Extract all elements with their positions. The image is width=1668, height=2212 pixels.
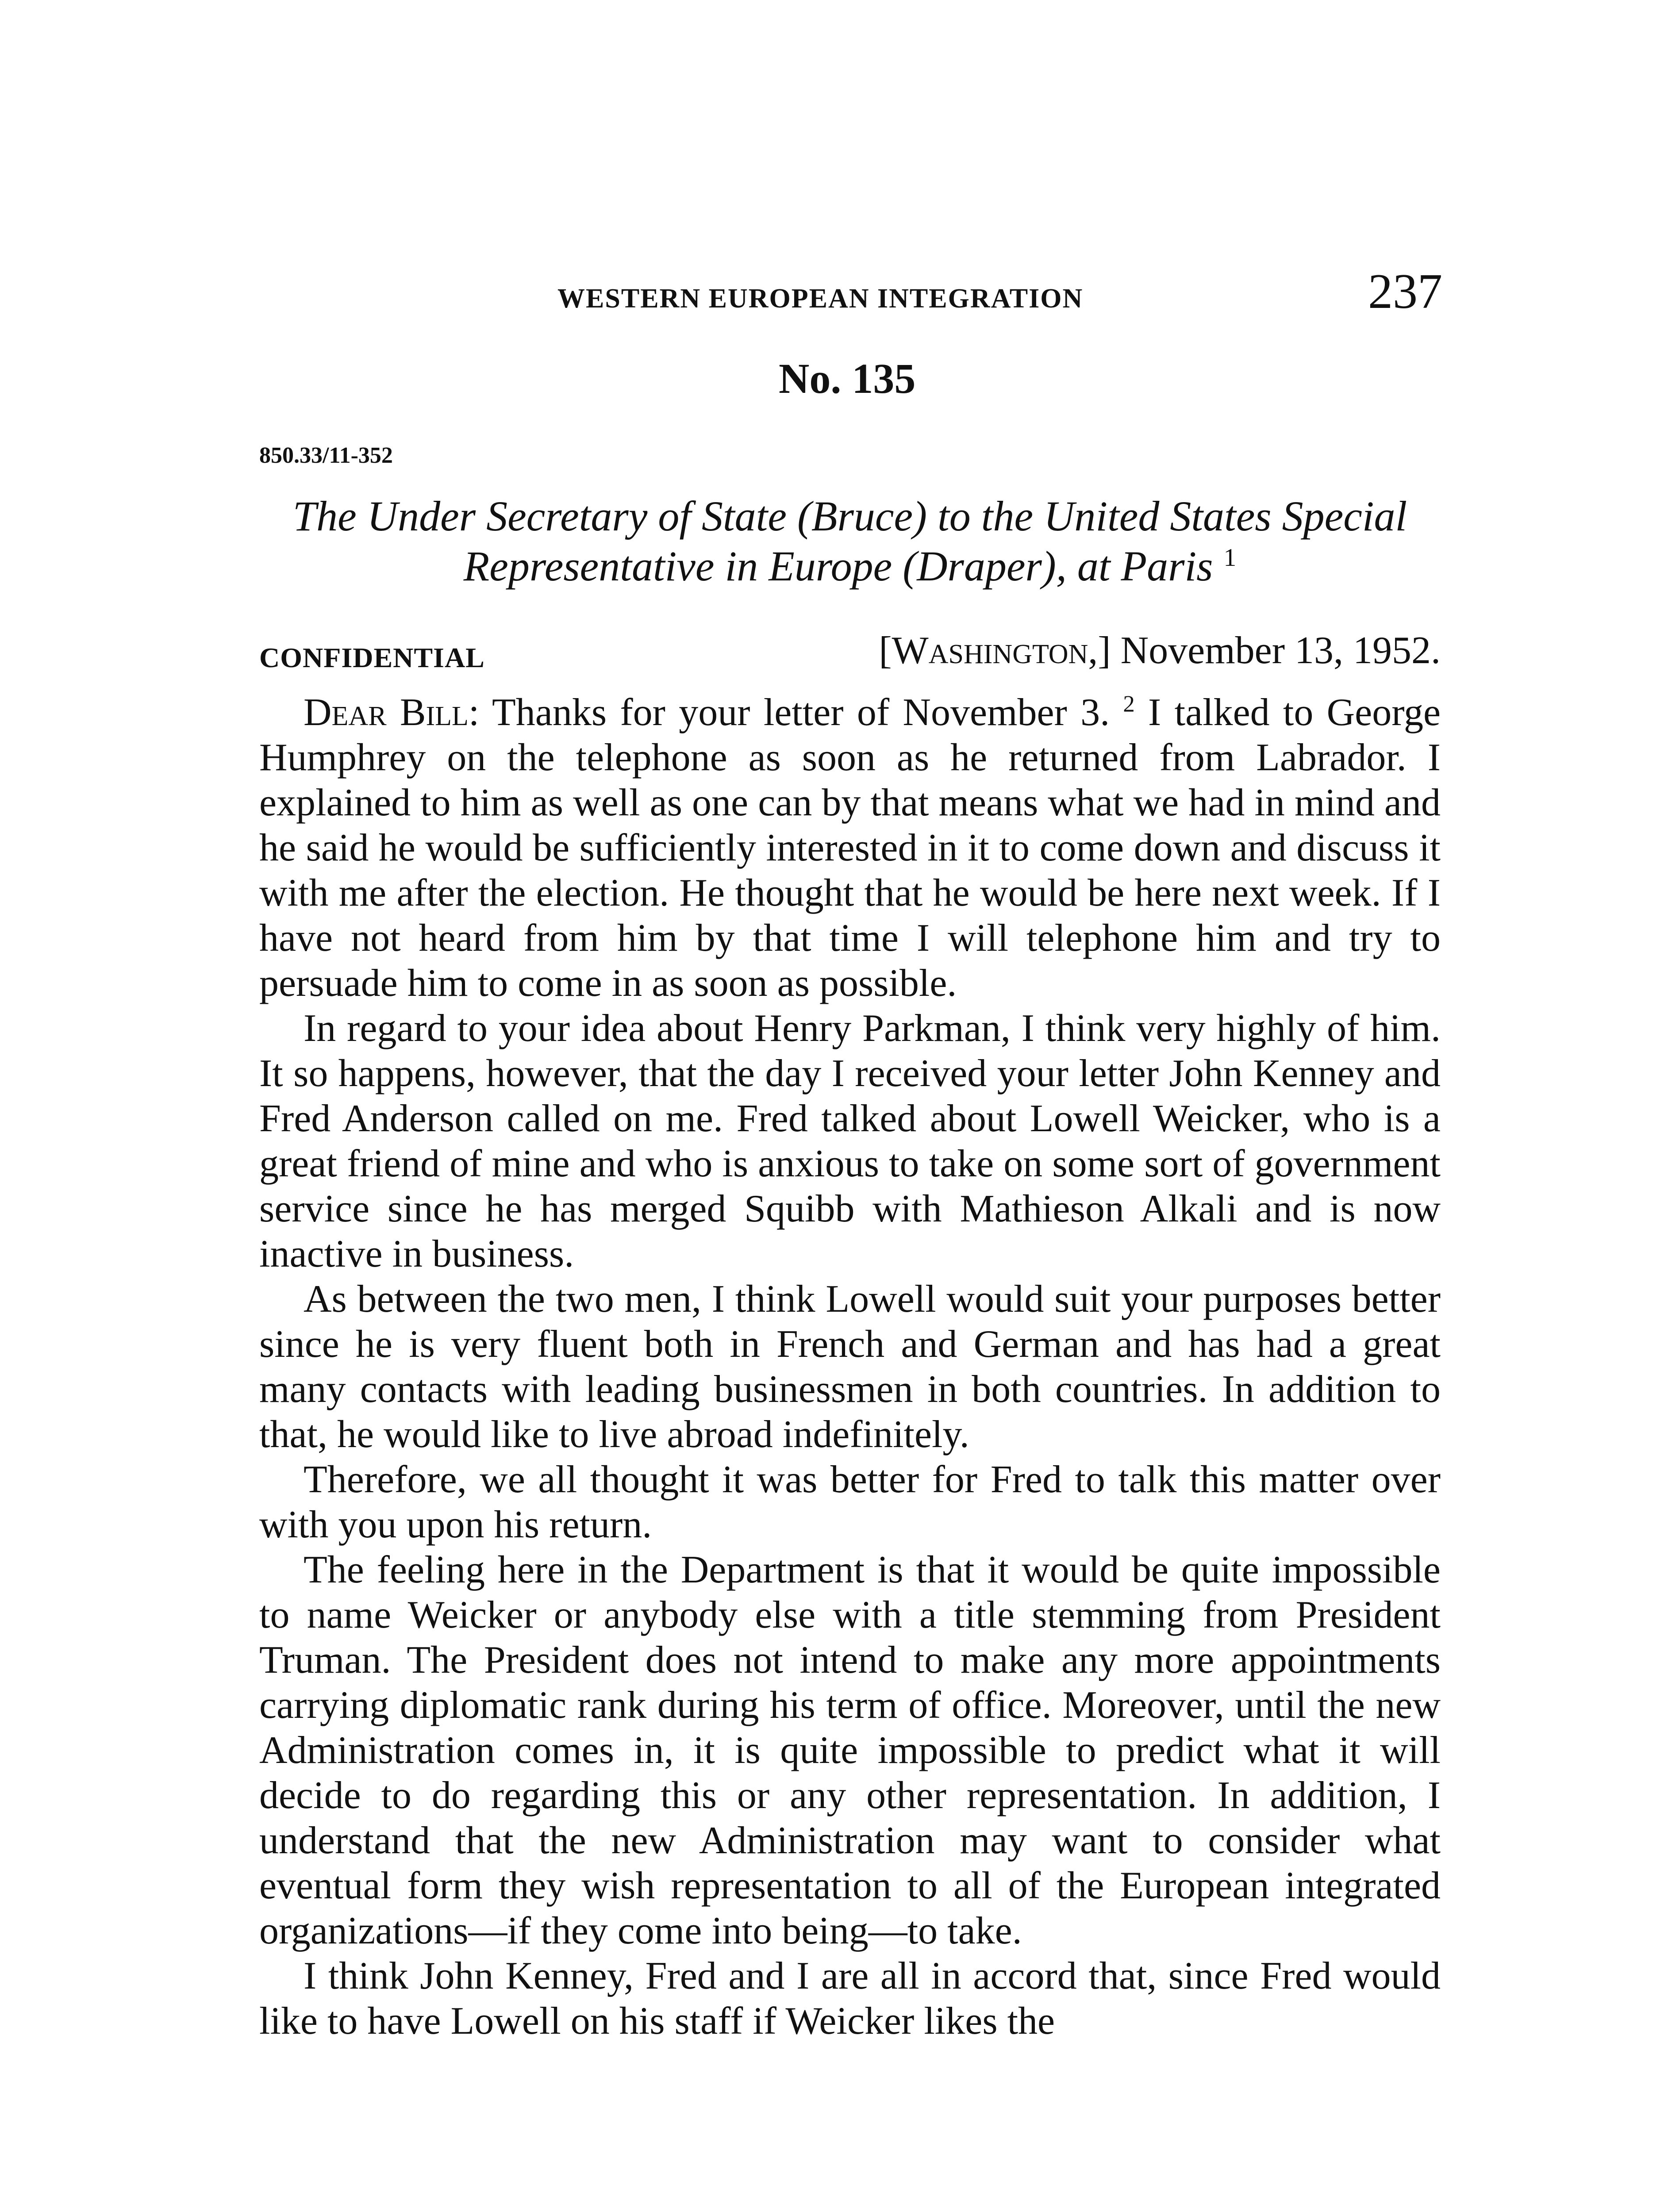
paragraph-6: I think John Kenney, Fred and I are all in accord that, since Fred would like to have Lowell on his staff if Weicker likes the [259, 1955, 1441, 2043]
heading-footnote-ref: 1 [1223, 544, 1237, 572]
paragraph-1-text-a: Thanks for your letter of November 3. [492, 691, 1110, 734]
page-number: 237 [1368, 264, 1442, 319]
paragraph-2: In regard to your idea about Henry Parkman, I think very highly of him. It so happens, however, that the day I received your letter John Kenney and Fred Anderson called on me. Fred talked about Lowell Weicker, who is a great friend of mine and who is anxious to take on some sort of government service since he has merged Squibb with Mathieson Alkali and is now inactive in business. [259, 1007, 1441, 1275]
dateline-place: [Washington,] [879, 629, 1111, 672]
paragraph-5: The feeling here in the Department is that it would be quite impossible to name Weicker or anybody else with a title stemming from President Truman. The President does not intend to make any more appointments carrying diplomatic rank during his term of office. Moreover, until the new Administration comes in, it is quite impossible to predict what it will decide to do regarding this or any other representation. In addition, I understand that the new Administration may want to consider what eventual form they wish representation to all of the European integrated organizations—if they come into being—to take. [259, 1548, 1441, 1952]
classification-label: CONFIDENTIAL [259, 642, 485, 673]
dateline-date: November 13, 1952. [1120, 629, 1441, 672]
paragraph-1 [259, 690, 1441, 1006]
paragraph-1-text-b: I talked to George Humphrey on the telephone as soon as he returned from Labrador. I explained to him as well as one can by that means what we had in mind and he said he would be sufficiently interested in it to come down and discuss it with me after the election. He thought that he would be here next week. If I have not heard from him by that time I will telephone him and try to persuade him to come in as soon as possible. [259, 691, 1441, 1005]
dateline [879, 628, 1441, 673]
file-reference: 850.33/11-352 [259, 443, 393, 468]
document-heading [259, 491, 1441, 591]
document-number: No. 135 [779, 355, 916, 402]
paragraph-4: Therefore, we all thought it was better for Fred to talk this matter over with you upon his return. [259, 1458, 1441, 1546]
footnote-ref-2: 2 [1123, 691, 1135, 717]
paragraph-3: As between the two men, I think Lowell would suit your purposes better since he is very fluent both in French and German and has had a great many contacts with leading businessmen in both countries. In addition to that, he would like to live abroad indefinitely. [259, 1278, 1441, 1456]
letter-body [259, 690, 1441, 2044]
running-title: WESTERN EUROPEAN INTEGRATION [557, 284, 1084, 314]
heading-text: The Under Secretary of State (Bruce) to the United States Special Representative in Europe (Draper), at Paris [292, 492, 1407, 590]
salutation: Dear Bill: [304, 691, 480, 734]
